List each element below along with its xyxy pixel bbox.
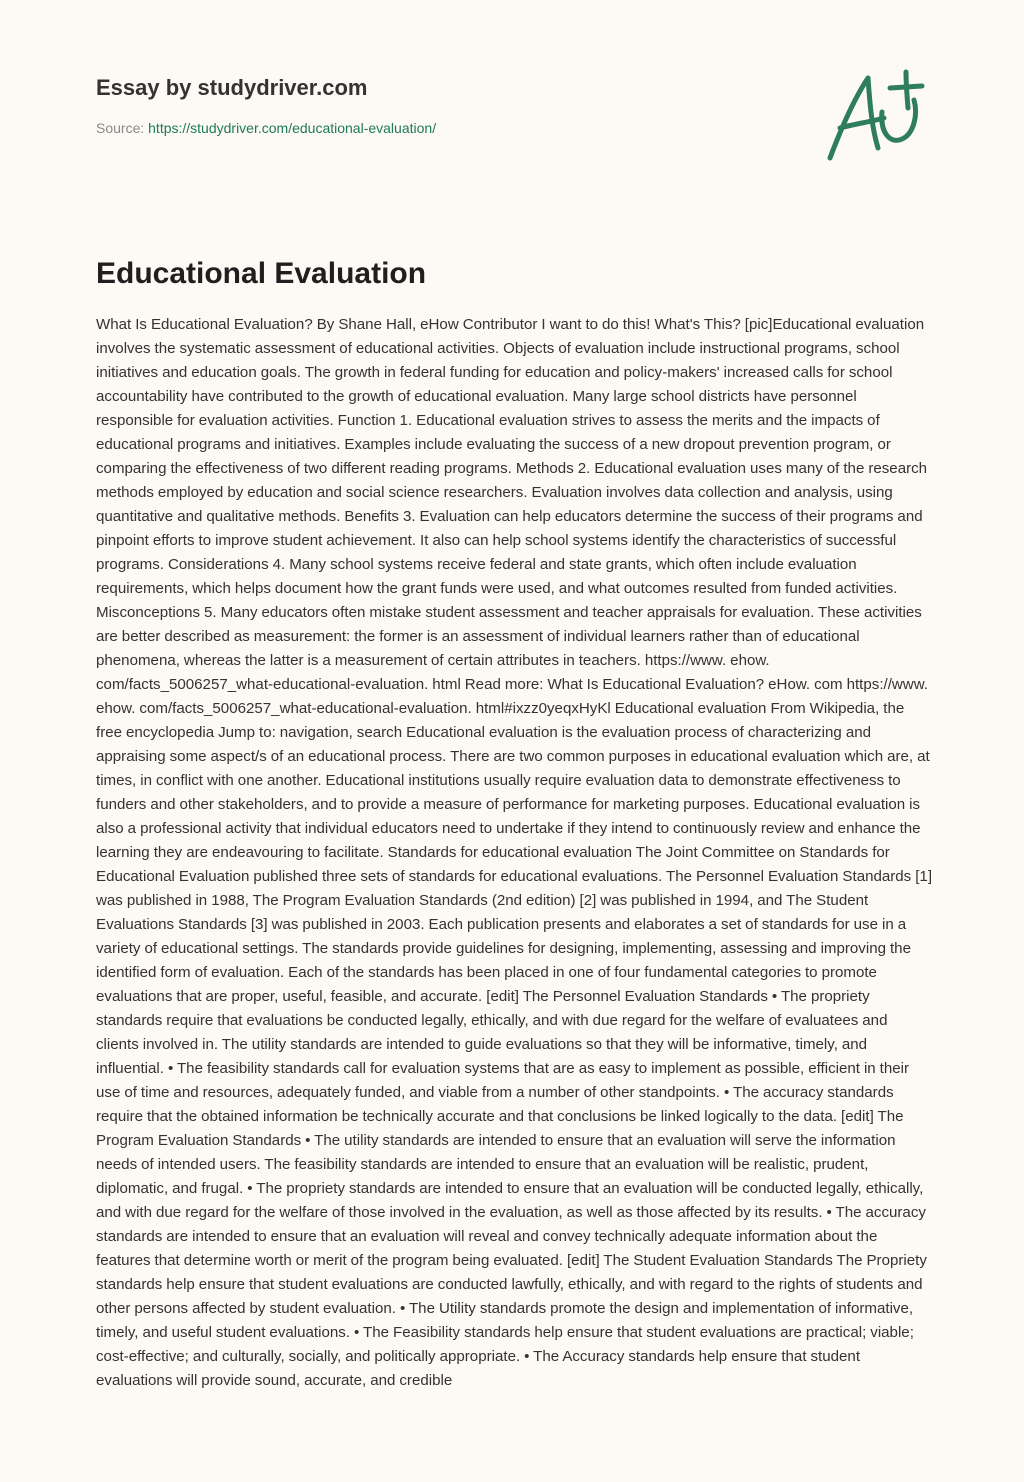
- page-header: [96, 72, 796, 138]
- essay-body-text: What Is Educational Evaluation? By Shane Hall, eHow Contributor I want to do this! What's This? [pic]Educational evaluation involves the systematic assessment of educational activities. Objects of evaluation include instructional programs, school initiatives and education goals. The growth in federal funding for education and policy-makers' increased calls for school accountability have contributed to the growth of educational evaluation. Many large school districts have personnel responsible for evaluation activities. Function 1. Educational evaluation strives to assess the merits and the impacts of educational programs and initiatives. Examples include evaluating the success of a new dropout prevention program, or comparing the effectiveness of two different reading programs. Methods 2. Educational evaluation uses many of the research methods employed by education and social science researchers. Evaluation involves data collection and analysis, using quantitative and qualitative methods. Benefits 3. Evaluation can help educators determine the success of their programs and pinpoint efforts to improve student achievement. It also can help school systems identify the characteristics of successful programs. Considerations 4. Many school systems receive federal and state grants, which often include evaluation requirements, which helps document how the grant funds were used, and what outcomes resulted from funded activities. Misconceptions 5. Many educators often mistake student assessment and teacher appraisals for evaluation. These activities are better described as measurement: the former is an assessment of individual learners rather than of educational phenomena, whereas the latter is a measurement of certain attributes in teachers. https://www. ehow. com/facts_5006257_what-educational-evaluation. html Read more: What Is Educational Evaluation? eHow. com https://www. ehow. com/facts_5006257_what-educational-evaluation. html#ixzz0yeqxHyKl Educational evaluation From Wikipedia, the free encyclopedia Jump to: navigation, search Educational evaluation is the evaluation process of characterizing and appraising some aspect/s of an educational process. There are two common purposes in educational evaluation which are, at times, in conflict with one another. Educational institutions usually require evaluation data to demonstrate effectiveness to funders and other stakeholders, and to provide a measure of performance for marketing purposes. Educational evaluation is also a professional activity that individual educators need to undertake if they intend to continuously review and enhance the learning they are endeavouring to facilitate. Standards for educational evaluation The Joint Committee on Standards for Educational Evaluation published three sets of standards for educational evaluations. The Personnel Evaluation Standards [1] was published in 1988, The Program Evaluation Standards (2nd edition) [2] was published in 1994, and The Student Evaluations Standards [3] was published in 2003. Each publication presents and elaborates a set of standards for use in a variety of educational settings. The standards provide guidelines for designing, implementing, assessing and improving the identified form of evaluation. Each of the standards has been placed in one of four fundamental categories to promote evaluations that are proper, useful, feasible, and accurate. [edit] The Personnel Evaluation Standards • The propriety standards require that evaluations be conducted legally, ethically, and with due regard for the welfare of evaluatees and clients involved in. The utility standards are intended to guide evaluations so that they will be informative, timely, and influential. • The feasibility standards call for evaluation systems that are as easy to implement as possible, efficient in their use of time and resources, adequately funded, and viable from a number of other standpoints. • The accuracy standards require that the obtained information be technically accurate and that conclusions be linked logically to the data. [edit] The Program Evaluation Standards • The utility standards are intended to ensure that an evaluation will serve the information needs of intended users. The feasibility standards are intended to ensure that an evaluation will be realistic, prudent, diplomatic, and frugal. • The propriety standards are intended to ensure that an evaluation will be conducted legally, ethically, and with due regard for the welfare of those involved in the evaluation, as well as those affected by its results. • The accuracy standards are intended to ensure that an evaluation will reveal and convey technically adequate information about the features that determine worth or merit of the program being evaluated. [edit] The Student Evaluation Standards The Propriety standards help ensure that student evaluations are conducted lawfully, ethically, and with regard to the rights of students and other persons affected by student evaluation. • The Utility standards promote the design and implementation of informative, timely, and useful student evaluations. • The Feasibility standards help ensure that student evaluations are practical; viable; cost-effective; and culturally, socially, and politically appropriate. • The Accuracy standards help ensure that student evaluations will provide sound, accurate, and credible: [96, 316, 933, 1389]
- source-label: Source:: [96, 120, 149, 136]
- source-line: [96, 118, 796, 138]
- source-link[interactable]: https://studydriver.com/educational-evaluation/: [148, 120, 437, 136]
- a-plus-icon: [820, 66, 930, 166]
- essay-title: Educational Evaluation: [96, 257, 427, 290]
- site-title: Essay by studydriver.com: [96, 75, 368, 100]
